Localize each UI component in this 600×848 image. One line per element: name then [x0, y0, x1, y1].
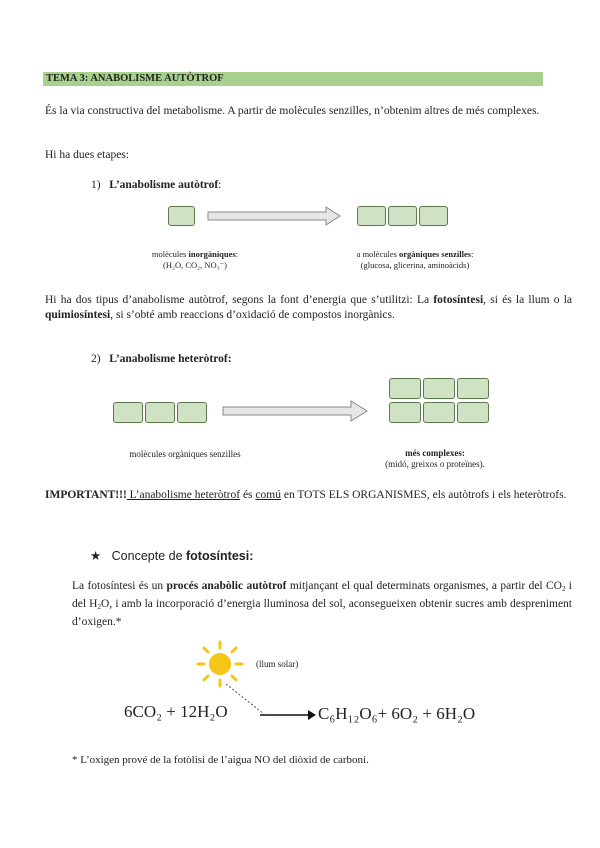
equation-reactants: 6CO₂ + 12H₂O [124, 702, 228, 721]
types-part3: , si s’obté amb reaccions d’oxidació de compostos inorgànics. [110, 309, 395, 321]
concept-part2: mitjançant el qual determinats organismes, a partir del CO [286, 580, 562, 592]
types-bold1: fotosíntesi [433, 294, 484, 306]
section1-left-caption [130, 249, 260, 271]
concept-bold: procés anabòlic autòtrof [166, 580, 287, 592]
complex-box-5 [423, 402, 455, 423]
page-title: TEMA 3: ANABOLISME AUTÒTROF [46, 73, 224, 84]
concept-sub2: 2 [97, 603, 101, 611]
left-caption-suffix: : [235, 249, 239, 259]
section2-right-caption [370, 448, 500, 470]
important-label: IMPORTANT!!! [45, 489, 127, 501]
types-part2: , si és la llum o la [483, 294, 572, 306]
types-part1: Hi ha dos tipus d’anabolisme autòtrof, segons la font d’energia que s’utilitzi: La [45, 294, 434, 306]
left-caption-prefix: molècules [151, 249, 189, 259]
section1-heading [91, 178, 221, 193]
types-paragraph [45, 293, 572, 323]
equation-products: C₆H₁₂O₆+ 6O₂ + 6H₂O [318, 704, 476, 723]
right-caption-suffix: : [471, 249, 474, 259]
sun-label: (llum solar) [256, 659, 299, 669]
section2-number: 2) [91, 353, 101, 365]
important-part3: comú [255, 489, 281, 501]
section2-heading-text: L’anabolisme heteròtrof: [109, 353, 232, 365]
section2-right-caption-bold: més complexes: [405, 448, 465, 458]
organic-box-3 [419, 206, 448, 226]
concept-part3: i del H [72, 580, 572, 610]
concept-paragraph [72, 579, 572, 630]
right-caption-bold: orgàniques senzilles [399, 249, 472, 259]
important-part2: és [240, 489, 256, 501]
star-icon: ★ [90, 549, 102, 563]
organic-box-2 [388, 206, 417, 226]
left-caption-bold: inorgàniques [188, 249, 236, 259]
concept-label-bold: fotosíntesi: [186, 549, 254, 563]
organic-box-1 [357, 206, 386, 226]
right-caption-prefix: a molècules [356, 249, 400, 259]
section2-right-caption-examples: (midó, greixos o proteïnes). [385, 459, 485, 469]
concept-heading [90, 548, 253, 563]
section1-right-caption [330, 249, 500, 271]
types-bold2: quimiosíntesi [45, 309, 111, 321]
complex-box-3 [457, 378, 489, 399]
reaction-arrow-icon [258, 708, 318, 722]
section2-arrow-icon [221, 400, 369, 422]
inorganic-molecule-box [168, 206, 195, 226]
section1-heading-text: L’anabolisme autòtrof [109, 179, 219, 191]
simple-organic-box-1 [113, 402, 143, 423]
intro-paragraph: És la via constructiva del metabolisme. A partir de molècules senzilles, n’obtenim altres de més complexes. [45, 105, 540, 117]
simple-organic-box-2 [145, 402, 175, 423]
left-caption-examples: (H₂O, CO₂, NO₃⁻) [163, 260, 227, 270]
section1-arrow-icon [206, 206, 342, 226]
concept-part1: La fotosíntesi és un [72, 580, 167, 592]
section1-heading-suffix: : [218, 179, 222, 191]
important-part4: en TOTS ELS ORGANISMES, els autòtrofs i els heteròtrofs. [280, 489, 567, 501]
concept-sub1: 2 [561, 585, 566, 593]
complex-box-6 [457, 402, 489, 423]
complex-box-4 [389, 402, 421, 423]
section2-heading [91, 352, 232, 367]
footnote: * L’oxigen prové de la fotòlisi de l’aigua NO del diòxid de carboni. [72, 754, 369, 766]
complex-box-2 [423, 378, 455, 399]
concept-label: Concepte de [111, 549, 186, 563]
section1-number: 1) [91, 179, 101, 191]
important-note [45, 488, 572, 503]
stages-intro: Hi ha dues etapes: [45, 149, 129, 161]
important-part1: L’anabolisme heteròtrof [126, 489, 241, 501]
concept-part4: O, i amb la incorporació d’energia lluminosa del sol, aconsegueixen obtenir sucres amb despreniment d’oxigen.* [72, 598, 572, 628]
right-caption-examples: (glucosa, glicerina, aminoàcids) [360, 260, 470, 270]
simple-organic-box-3 [177, 402, 207, 423]
complex-box-1 [389, 378, 421, 399]
section2-left-caption: molècules orgàniques senzilles [129, 449, 241, 459]
